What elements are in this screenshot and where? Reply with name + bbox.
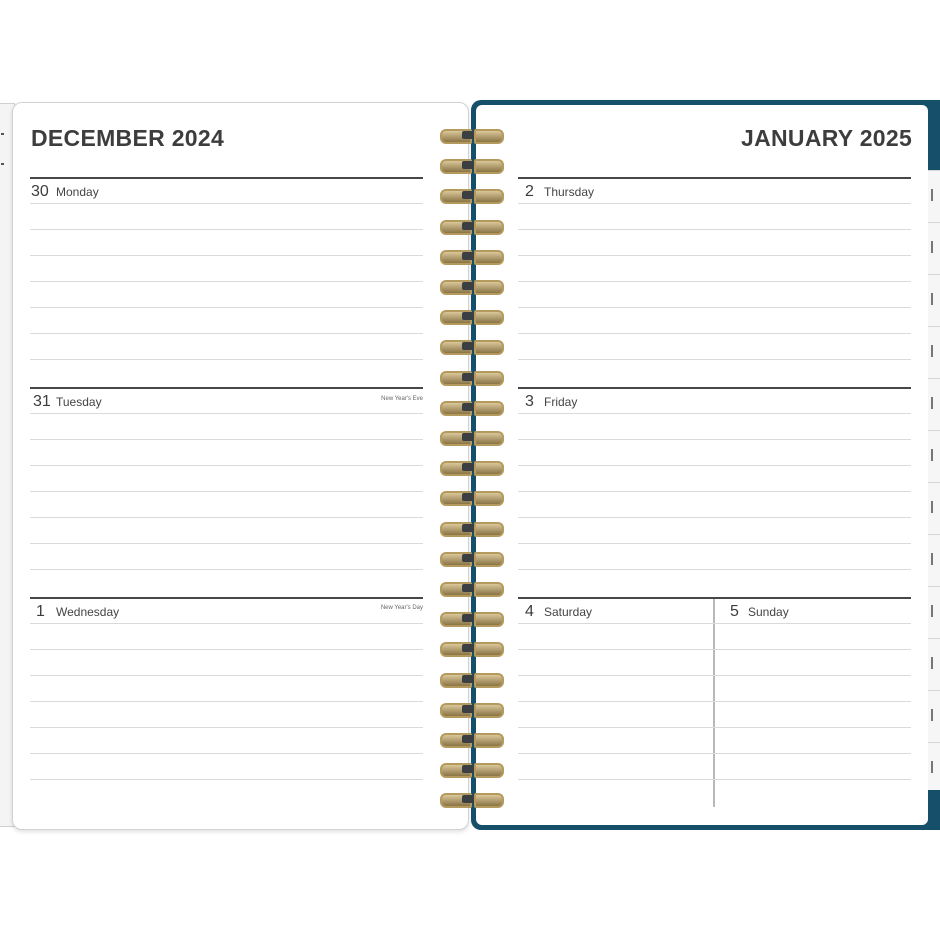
writing-line xyxy=(518,779,911,780)
writing-line xyxy=(518,281,911,282)
writing-line xyxy=(30,465,423,466)
writing-line xyxy=(518,359,911,360)
spiral-coil xyxy=(438,549,504,569)
month-tab[interactable] xyxy=(928,170,940,221)
writing-line xyxy=(30,439,423,440)
day-number: 2 xyxy=(525,183,534,200)
spiral-coil xyxy=(438,790,504,810)
writing-line xyxy=(518,413,911,414)
writing-line xyxy=(30,307,423,308)
spiral-coil xyxy=(438,579,504,599)
left-month-title: DECEMBER 2024 xyxy=(31,125,225,151)
month-tab[interactable] xyxy=(928,378,940,429)
day-name: Friday xyxy=(544,395,578,409)
day-name: Saturday xyxy=(544,605,593,619)
day-name: Monday xyxy=(56,185,99,199)
month-tab[interactable] xyxy=(928,742,940,793)
spiral-coil xyxy=(438,398,504,418)
writing-line xyxy=(518,465,911,466)
right-month-title: JANUARY 2025 xyxy=(741,125,913,151)
spiral-binding xyxy=(438,126,504,816)
writing-line xyxy=(30,517,423,518)
writing-line xyxy=(30,333,423,334)
spiral-coil xyxy=(438,458,504,478)
month-tabs[interactable] xyxy=(928,170,940,790)
writing-line xyxy=(518,255,911,256)
month-tab[interactable] xyxy=(928,690,940,741)
spiral-coil xyxy=(438,700,504,720)
writing-line xyxy=(30,281,423,282)
spiral-coil xyxy=(438,126,504,146)
month-tab[interactable] xyxy=(928,430,940,481)
day-divider xyxy=(30,387,423,389)
writing-line xyxy=(30,491,423,492)
month-tab[interactable] xyxy=(928,534,940,585)
writing-line xyxy=(518,675,911,676)
day-name: Thursday xyxy=(544,185,595,199)
writing-line xyxy=(30,543,423,544)
left-planner-page xyxy=(12,102,469,830)
writing-line xyxy=(30,779,423,780)
month-tab[interactable] xyxy=(928,638,940,689)
writing-line xyxy=(30,413,423,414)
spiral-coil xyxy=(438,186,504,206)
spiral-coil xyxy=(438,428,504,448)
holiday-label: New Year's Eve xyxy=(381,396,423,402)
month-tab[interactable] xyxy=(928,222,940,273)
spiral-coil xyxy=(438,670,504,690)
spiral-coil xyxy=(438,609,504,629)
spiral-coil xyxy=(438,307,504,327)
day-number: 30 xyxy=(31,183,49,200)
spiral-coil xyxy=(438,277,504,297)
day-divider xyxy=(30,597,423,599)
day-number: 5 xyxy=(730,603,739,620)
writing-line xyxy=(30,203,423,204)
writing-line xyxy=(30,753,423,754)
writing-line xyxy=(30,255,423,256)
spiral-coil xyxy=(438,156,504,176)
writing-line xyxy=(518,307,911,308)
day-number: 3 xyxy=(525,393,534,410)
writing-line xyxy=(518,491,911,492)
month-tab[interactable] xyxy=(928,326,940,377)
day-name: Wednesday xyxy=(56,605,120,619)
left-tab-hint xyxy=(0,125,12,185)
writing-line xyxy=(30,623,423,624)
spiral-coil xyxy=(438,337,504,357)
day-divider xyxy=(518,177,911,179)
month-tab[interactable] xyxy=(928,274,940,325)
month-tab[interactable] xyxy=(928,586,940,637)
day-divider xyxy=(30,177,423,179)
writing-line xyxy=(518,517,911,518)
holiday-label: New Year's Day xyxy=(380,605,423,611)
writing-line xyxy=(518,203,911,204)
day-name: Tuesday xyxy=(56,395,102,409)
writing-line xyxy=(518,569,911,570)
day-divider xyxy=(518,387,911,389)
writing-line xyxy=(30,675,423,676)
spiral-coil xyxy=(438,368,504,388)
writing-line xyxy=(518,543,911,544)
day-number: 4 xyxy=(525,603,534,620)
day-number: 1 xyxy=(36,603,45,620)
spiral-coil xyxy=(438,730,504,750)
spiral-coil xyxy=(438,519,504,539)
day-name: Sunday xyxy=(748,605,789,619)
writing-line xyxy=(518,333,911,334)
day-number: 31 xyxy=(33,393,51,410)
spiral-coil xyxy=(438,488,504,508)
writing-line xyxy=(518,439,911,440)
writing-line xyxy=(30,359,423,360)
writing-line xyxy=(518,229,911,230)
weekend-divider xyxy=(713,599,715,807)
writing-line xyxy=(30,701,423,702)
writing-line xyxy=(30,569,423,570)
writing-line xyxy=(518,649,911,650)
spiral-coil xyxy=(438,639,504,659)
writing-line xyxy=(30,727,423,728)
spiral-coil xyxy=(438,760,504,780)
writing-line xyxy=(518,753,911,754)
spiral-coil xyxy=(438,217,504,237)
writing-line xyxy=(30,649,423,650)
writing-line xyxy=(518,727,911,728)
month-tab[interactable] xyxy=(928,482,940,533)
writing-line xyxy=(518,701,911,702)
writing-line xyxy=(30,229,423,230)
spiral-coil xyxy=(438,247,504,267)
writing-line xyxy=(518,623,911,624)
